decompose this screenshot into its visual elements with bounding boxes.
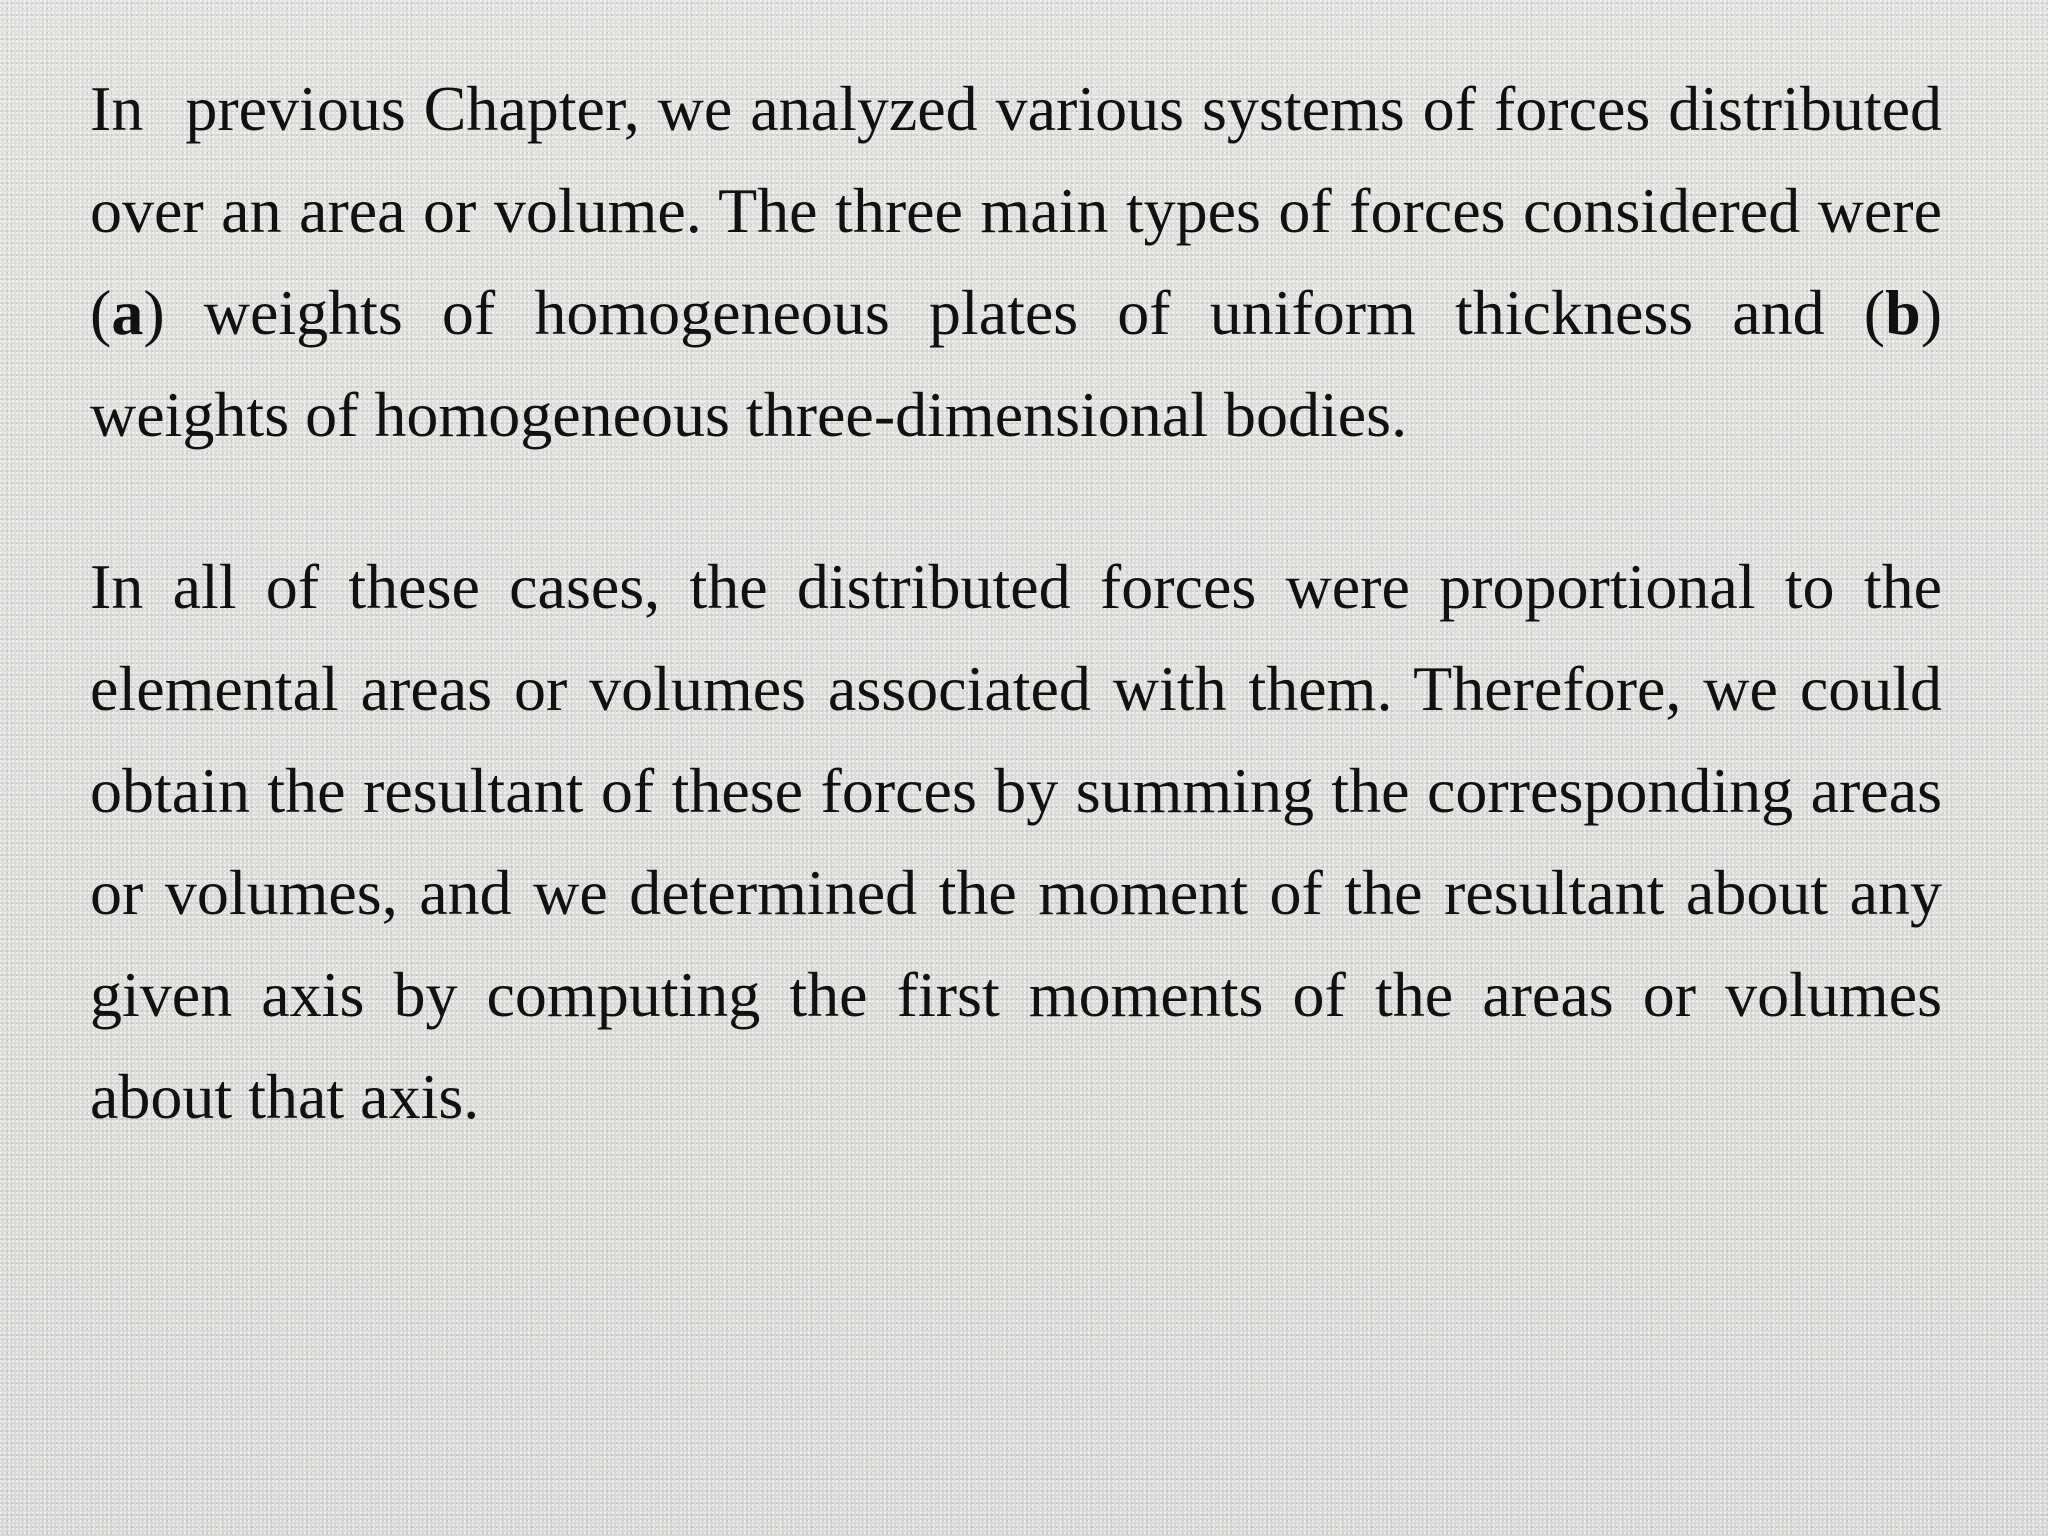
paragraph-1-bold-b: b — [1885, 277, 1921, 348]
paragraph-1-segment-main: previous Chapter, we analyzed various systems of forces distributed over an area or volume. The three main types of forces considered were — [90, 73, 1942, 246]
paragraph-1-segment-in: In — [90, 73, 144, 144]
paragraph-1-middle: ) weights of homogeneous plates of uniform thickness and ( — [143, 277, 1886, 348]
paragraph-previous-chapter-summary — [90, 58, 1942, 466]
paragraph-1-ending: ) weights of homogeneous three-dimensional bodies. — [90, 277, 1942, 450]
paragraph-1-open-paren: ( — [90, 277, 112, 348]
slide-body — [90, 58, 1942, 1148]
paragraph-1-bold-a: a — [111, 277, 144, 348]
paragraph-distributed-forces-explanation: In all of these cases, the distributed forces were proportional to the elemental areas or volumes associated with them. Therefore, we could obtain the resultant of these forces by summing the corresponding areas or volumes, and we determined the moment of the resultant about any given axis by computing the first moments of the areas or volumes about that axis. — [90, 551, 1942, 1132]
